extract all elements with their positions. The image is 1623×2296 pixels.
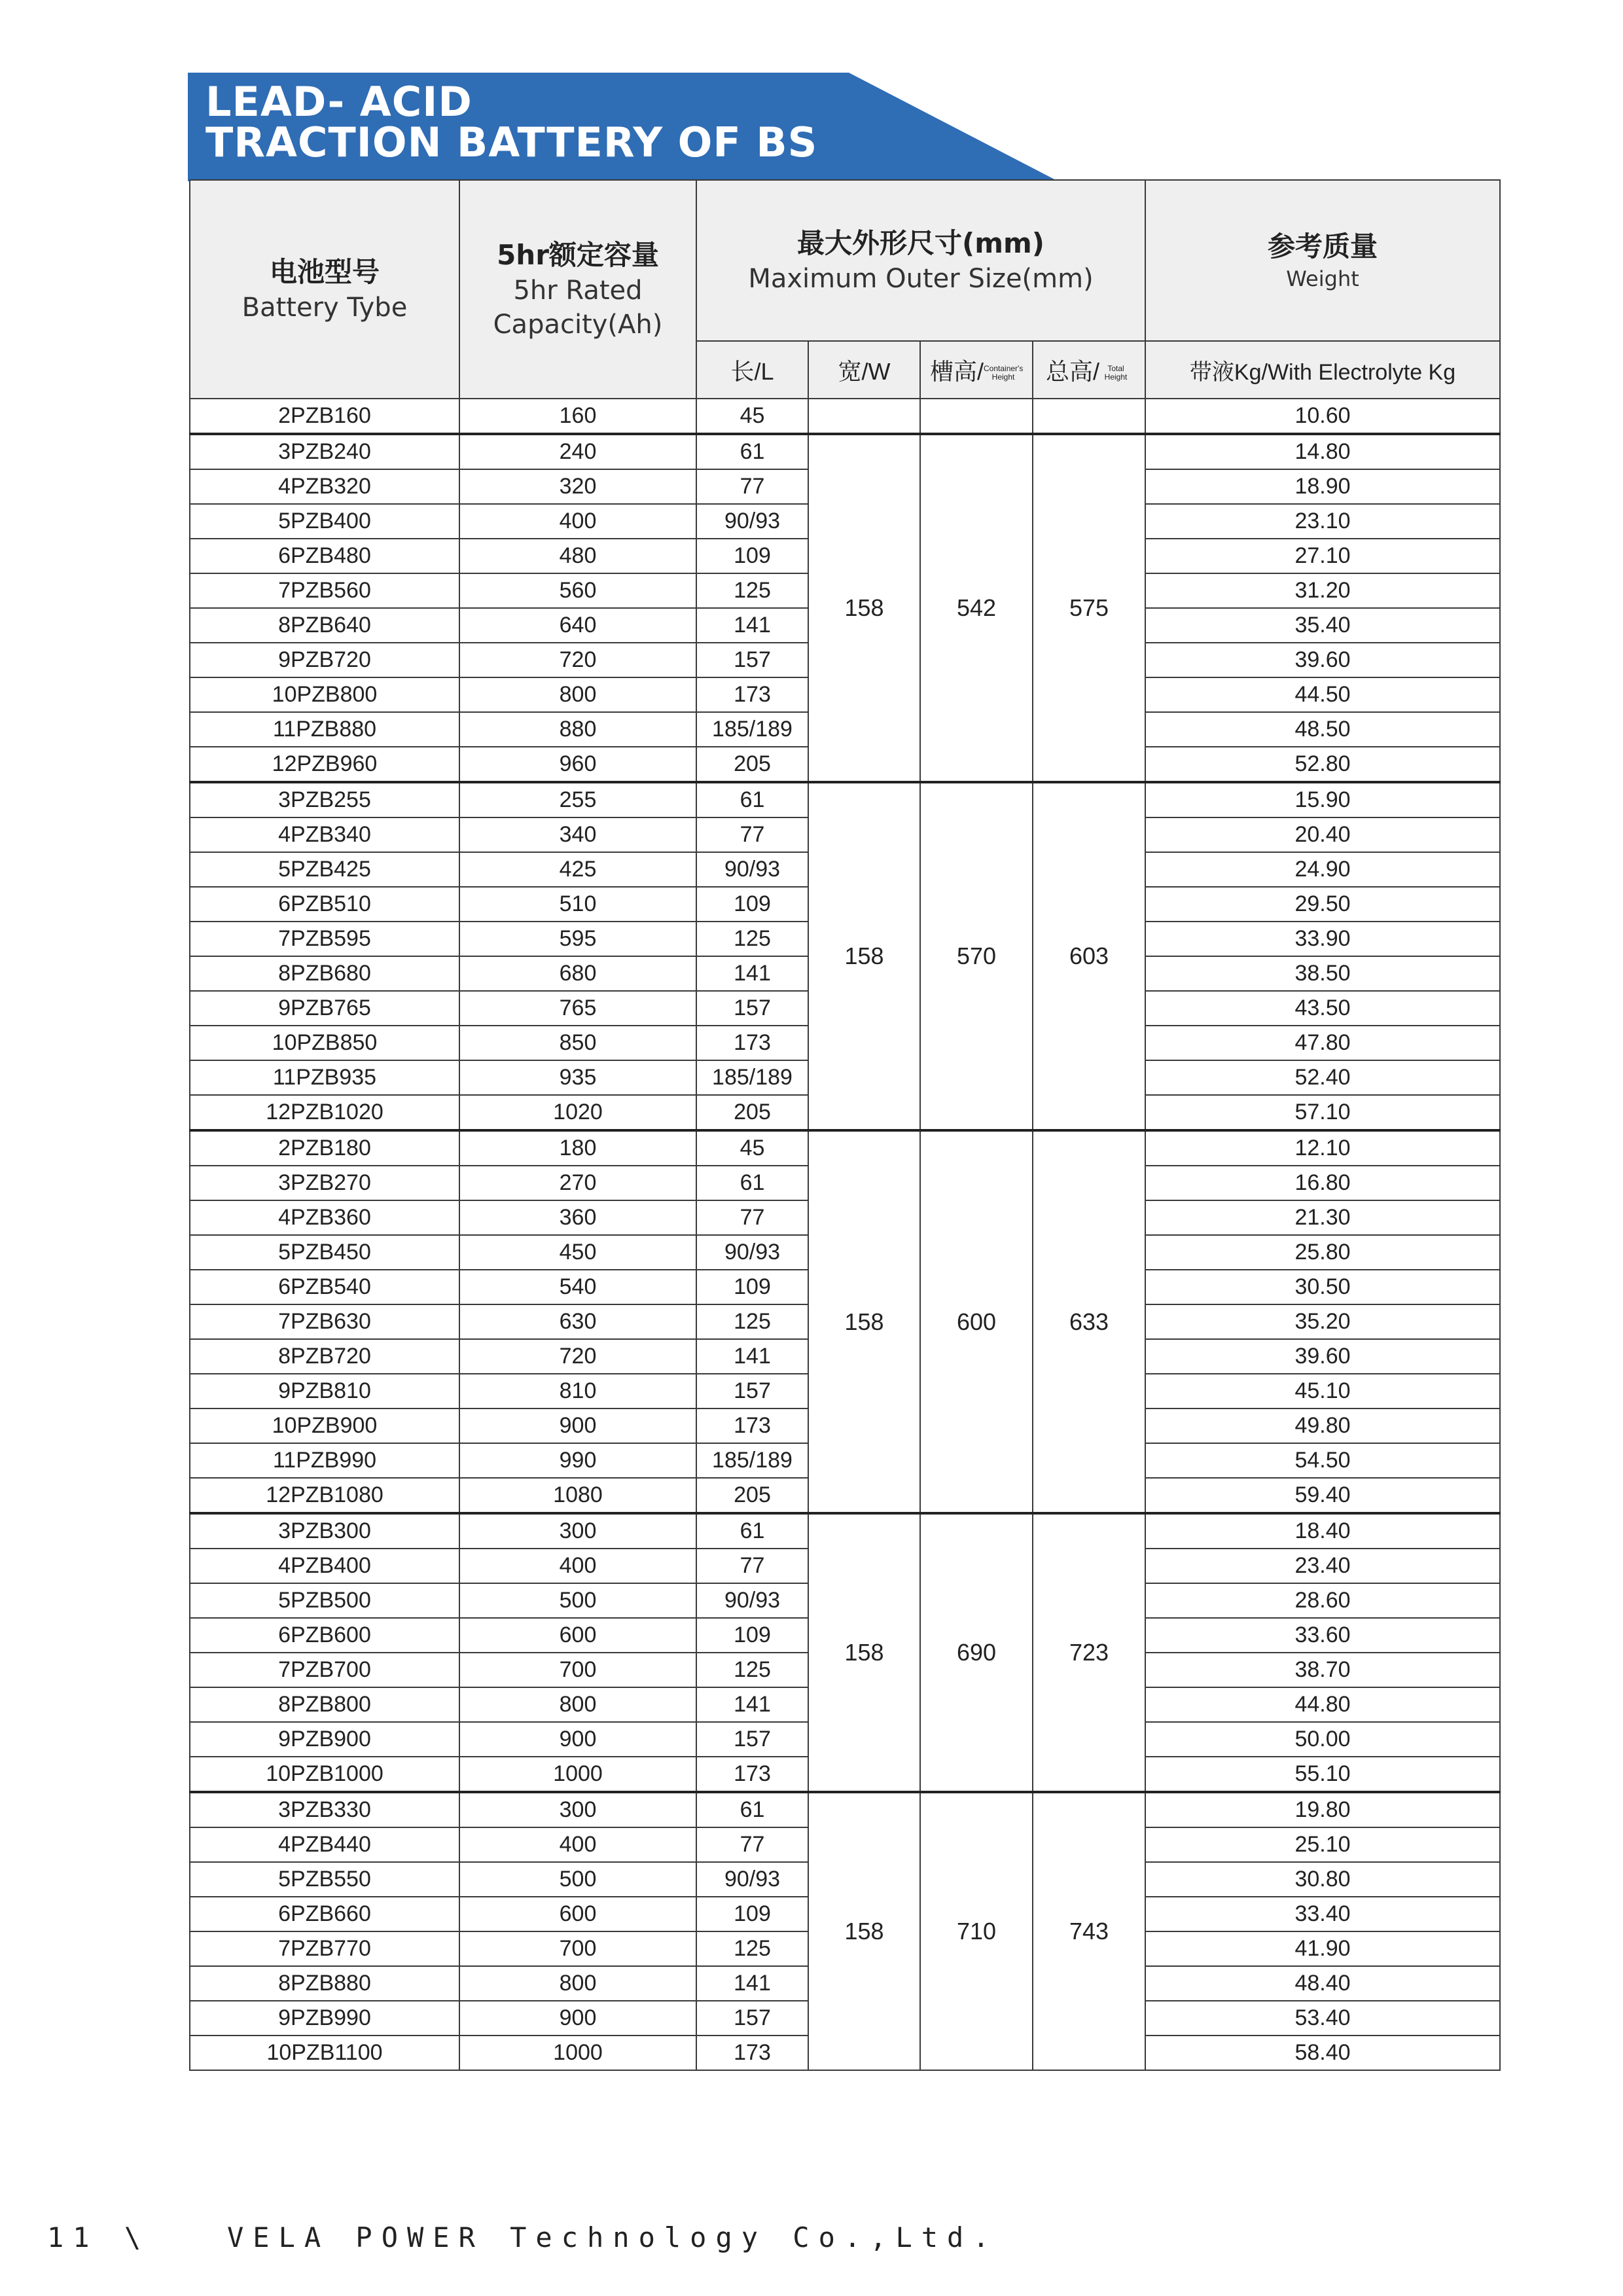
cell-width: 158 xyxy=(808,1513,920,1792)
header-capacity xyxy=(459,180,696,399)
cell-model: 4PZB440 xyxy=(190,1827,459,1862)
cell-width xyxy=(808,399,920,434)
table-row xyxy=(190,1130,1500,1166)
cell-capacity: 595 xyxy=(459,922,696,956)
cell-length: 173 xyxy=(696,1408,808,1443)
cell-model: 8PZB680 xyxy=(190,956,459,991)
cell-weight: 33.90 xyxy=(1145,922,1500,956)
cell-weight: 59.40 xyxy=(1145,1478,1500,1513)
cell-model: 12PZB1080 xyxy=(190,1478,459,1513)
cell-length: 109 xyxy=(696,887,808,922)
cell-length: 157 xyxy=(696,643,808,677)
cell-width: 158 xyxy=(808,782,920,1130)
cell-length: 61 xyxy=(696,434,808,469)
cell-weight: 19.80 xyxy=(1145,1792,1500,1827)
cell-length: 61 xyxy=(696,1513,808,1549)
cell-length: 157 xyxy=(696,1722,808,1757)
cell-length: 141 xyxy=(696,1687,808,1722)
cell-weight: 41.90 xyxy=(1145,1931,1500,1966)
cell-model: 3PZB300 xyxy=(190,1513,459,1549)
cell-capacity: 800 xyxy=(459,1966,696,2001)
cell-model: 3PZB270 xyxy=(190,1166,459,1200)
cell-container-height: 570 xyxy=(920,782,1033,1130)
cell-weight: 30.80 xyxy=(1145,1862,1500,1897)
cell-model: 3PZB240 xyxy=(190,434,459,469)
cell-model: 12PZB1020 xyxy=(190,1095,459,1130)
cell-capacity: 990 xyxy=(459,1443,696,1478)
cell-model: 9PZB990 xyxy=(190,2001,459,2036)
cell-weight: 55.10 xyxy=(1145,1757,1500,1792)
header-container-height-en: Container's Height xyxy=(984,363,1024,382)
cell-capacity: 720 xyxy=(459,643,696,677)
cell-weight: 24.90 xyxy=(1145,852,1500,887)
cell-model: 3PZB255 xyxy=(190,782,459,817)
cell-length: 185/189 xyxy=(696,1443,808,1478)
cell-model: 8PZB720 xyxy=(190,1339,459,1374)
cell-length: 90/93 xyxy=(696,1235,808,1270)
cell-model: 7PZB595 xyxy=(190,922,459,956)
cell-weight: 10.60 xyxy=(1145,399,1500,434)
cell-weight: 28.60 xyxy=(1145,1583,1500,1618)
cell-container-height: 542 xyxy=(920,434,1033,782)
cell-weight: 39.60 xyxy=(1145,643,1500,677)
cell-length: 90/93 xyxy=(696,504,808,539)
cell-length: 109 xyxy=(696,1618,808,1653)
cell-width: 158 xyxy=(808,1130,920,1513)
cell-weight: 39.60 xyxy=(1145,1339,1500,1374)
cell-weight: 15.90 xyxy=(1145,782,1500,817)
header-container-height-cn: 槽高/ xyxy=(929,357,984,385)
cell-total-height: 603 xyxy=(1033,782,1145,1130)
cell-capacity: 340 xyxy=(459,817,696,852)
cell-capacity: 720 xyxy=(459,1339,696,1374)
cell-weight: 58.40 xyxy=(1145,2036,1500,2070)
cell-model: 11PZB935 xyxy=(190,1060,459,1095)
cell-weight: 33.40 xyxy=(1145,1897,1500,1931)
header-capacity-cn: 5hr额定容量 xyxy=(497,238,659,271)
cell-model: 6PZB510 xyxy=(190,887,459,922)
cell-capacity: 800 xyxy=(459,1687,696,1722)
table-row xyxy=(190,399,1500,434)
cell-capacity: 960 xyxy=(459,747,696,782)
cell-capacity: 400 xyxy=(459,1827,696,1862)
header-weight-electrolyte: 带液Kg/With Electrolyte Kg xyxy=(1145,341,1500,399)
cell-weight: 52.40 xyxy=(1145,1060,1500,1095)
cell-weight: 35.40 xyxy=(1145,608,1500,643)
cell-capacity: 880 xyxy=(459,712,696,747)
cell-model: 4PZB320 xyxy=(190,469,459,504)
cell-length: 205 xyxy=(696,1095,808,1130)
cell-length: 61 xyxy=(696,1792,808,1827)
cell-length: 141 xyxy=(696,1339,808,1374)
cell-model: 9PZB765 xyxy=(190,991,459,1026)
cell-weight: 53.40 xyxy=(1145,2001,1500,2036)
cell-model: 4PZB400 xyxy=(190,1549,459,1583)
header-capacity-en: 5hr Rated Capacity(Ah) xyxy=(493,276,663,340)
cell-capacity: 680 xyxy=(459,956,696,991)
cell-weight: 48.50 xyxy=(1145,712,1500,747)
cell-model: 10PZB1000 xyxy=(190,1757,459,1792)
header-weight xyxy=(1145,180,1500,341)
cell-model: 10PZB850 xyxy=(190,1026,459,1060)
cell-length: 125 xyxy=(696,1931,808,1966)
cell-capacity: 300 xyxy=(459,1513,696,1549)
cell-total-height: 575 xyxy=(1033,434,1145,782)
header-outer-size-cn: 最大外形尺寸(mm) xyxy=(797,226,1044,259)
cell-weight: 45.10 xyxy=(1145,1374,1500,1408)
cell-width: 158 xyxy=(808,434,920,782)
cell-length: 77 xyxy=(696,469,808,504)
cell-weight: 38.50 xyxy=(1145,956,1500,991)
cell-length: 77 xyxy=(696,1549,808,1583)
cell-total-height xyxy=(1033,399,1145,434)
cell-length: 125 xyxy=(696,922,808,956)
cell-length: 141 xyxy=(696,608,808,643)
table-row xyxy=(190,1513,1500,1549)
cell-capacity: 900 xyxy=(459,1408,696,1443)
cell-capacity: 1000 xyxy=(459,1757,696,1792)
cell-model: 7PZB560 xyxy=(190,573,459,608)
cell-capacity: 500 xyxy=(459,1583,696,1618)
cell-model: 5PZB400 xyxy=(190,504,459,539)
cell-length: 45 xyxy=(696,1130,808,1166)
table-row xyxy=(190,782,1500,817)
cell-model: 9PZB720 xyxy=(190,643,459,677)
cell-model: 10PZB900 xyxy=(190,1408,459,1443)
cell-weight: 18.90 xyxy=(1145,469,1500,504)
cell-capacity: 480 xyxy=(459,539,696,573)
cell-model: 4PZB360 xyxy=(190,1200,459,1235)
cell-model: 7PZB630 xyxy=(190,1304,459,1339)
cell-capacity: 500 xyxy=(459,1862,696,1897)
cell-weight: 31.20 xyxy=(1145,573,1500,608)
cell-capacity: 640 xyxy=(459,608,696,643)
cell-length: 141 xyxy=(696,956,808,991)
cell-length: 173 xyxy=(696,2036,808,2070)
cell-model: 2PZB180 xyxy=(190,1130,459,1166)
cell-length: 173 xyxy=(696,1757,808,1792)
cell-weight: 20.40 xyxy=(1145,817,1500,852)
cell-capacity: 400 xyxy=(459,1549,696,1583)
cell-weight: 38.70 xyxy=(1145,1653,1500,1687)
cell-model: 4PZB340 xyxy=(190,817,459,852)
cell-capacity: 630 xyxy=(459,1304,696,1339)
cell-length: 90/93 xyxy=(696,1583,808,1618)
cell-length: 185/189 xyxy=(696,1060,808,1095)
cell-length: 157 xyxy=(696,2001,808,2036)
cell-weight: 16.80 xyxy=(1145,1166,1500,1200)
cell-model: 2PZB160 xyxy=(190,399,459,434)
header-battery-type-cn: 电池型号 xyxy=(269,255,380,288)
cell-weight: 44.50 xyxy=(1145,677,1500,712)
header-weight-cn: 参考质量 xyxy=(1268,230,1378,262)
cell-capacity: 560 xyxy=(459,573,696,608)
cell-model: 9PZB810 xyxy=(190,1374,459,1408)
header-total-height-en: Total Height xyxy=(1104,363,1128,382)
cell-model: 11PZB990 xyxy=(190,1443,459,1478)
cell-container-height xyxy=(920,399,1033,434)
cell-model: 5PZB500 xyxy=(190,1583,459,1618)
banner-title-line1: LEAD- ACID xyxy=(205,78,473,126)
header-container-height xyxy=(920,341,1033,399)
cell-model: 5PZB550 xyxy=(190,1862,459,1897)
cell-weight: 50.00 xyxy=(1145,1722,1500,1757)
header-outer-size xyxy=(696,180,1145,341)
cell-length: 141 xyxy=(696,1966,808,2001)
cell-weight: 25.80 xyxy=(1145,1235,1500,1270)
cell-capacity: 700 xyxy=(459,1931,696,1966)
cell-weight: 33.60 xyxy=(1145,1618,1500,1653)
page-footer: 11 \ VELA POWER Technology Co.,Ltd. xyxy=(47,2221,999,2253)
cell-capacity: 1000 xyxy=(459,2036,696,2070)
header-battery-type xyxy=(190,180,459,399)
cell-width: 158 xyxy=(808,1792,920,2070)
header-total-height-cn: 总高/ xyxy=(1046,357,1100,385)
cell-capacity: 425 xyxy=(459,852,696,887)
cell-weight: 29.50 xyxy=(1145,887,1500,922)
cell-total-height: 633 xyxy=(1033,1130,1145,1513)
cell-weight: 12.10 xyxy=(1145,1130,1500,1166)
cell-weight: 18.40 xyxy=(1145,1513,1500,1549)
cell-length: 109 xyxy=(696,539,808,573)
banner-title-line2: TRACTION BATTERY OF BS xyxy=(205,118,818,166)
cell-length: 61 xyxy=(696,782,808,817)
cell-length: 185/189 xyxy=(696,712,808,747)
cell-model: 7PZB770 xyxy=(190,1931,459,1966)
cell-capacity: 240 xyxy=(459,434,696,469)
battery-spec-table xyxy=(189,179,1501,2071)
cell-length: 173 xyxy=(696,677,808,712)
cell-total-height: 743 xyxy=(1033,1792,1145,2070)
cell-model: 10PZB1100 xyxy=(190,2036,459,2070)
cell-capacity: 810 xyxy=(459,1374,696,1408)
cell-model: 8PZB640 xyxy=(190,608,459,643)
cell-model: 5PZB425 xyxy=(190,852,459,887)
cell-model: 9PZB900 xyxy=(190,1722,459,1757)
cell-capacity: 800 xyxy=(459,677,696,712)
cell-weight: 21.30 xyxy=(1145,1200,1500,1235)
cell-model: 12PZB960 xyxy=(190,747,459,782)
header-battery-type-en: Battery Tybe xyxy=(241,293,408,323)
cell-length: 77 xyxy=(696,1827,808,1862)
cell-capacity: 765 xyxy=(459,991,696,1026)
cell-container-height: 710 xyxy=(920,1792,1033,2070)
cell-capacity: 540 xyxy=(459,1270,696,1304)
cell-length: 173 xyxy=(696,1026,808,1060)
cell-length: 157 xyxy=(696,991,808,1026)
cell-total-height: 723 xyxy=(1033,1513,1145,1792)
cell-weight: 14.80 xyxy=(1145,434,1500,469)
cell-weight: 27.10 xyxy=(1145,539,1500,573)
cell-capacity: 320 xyxy=(459,469,696,504)
cell-model: 11PZB880 xyxy=(190,712,459,747)
cell-weight: 35.20 xyxy=(1145,1304,1500,1339)
spec-table-body xyxy=(190,399,1500,2070)
cell-capacity: 900 xyxy=(459,2001,696,2036)
header-length: 长/L xyxy=(696,341,808,399)
cell-capacity: 600 xyxy=(459,1618,696,1653)
cell-weight: 57.10 xyxy=(1145,1095,1500,1130)
table-row xyxy=(190,434,1500,469)
cell-capacity: 510 xyxy=(459,887,696,922)
cell-capacity: 400 xyxy=(459,504,696,539)
cell-capacity: 1020 xyxy=(459,1095,696,1130)
cell-length: 109 xyxy=(696,1270,808,1304)
cell-capacity: 850 xyxy=(459,1026,696,1060)
cell-capacity: 270 xyxy=(459,1166,696,1200)
cell-capacity: 1080 xyxy=(459,1478,696,1513)
cell-weight: 30.50 xyxy=(1145,1270,1500,1304)
cell-weight: 48.40 xyxy=(1145,1966,1500,2001)
header-weight-en: Weight xyxy=(1286,266,1359,291)
cell-length: 205 xyxy=(696,747,808,782)
cell-length: 125 xyxy=(696,1653,808,1687)
header-total-height xyxy=(1033,341,1145,399)
cell-capacity: 255 xyxy=(459,782,696,817)
cell-model: 8PZB800 xyxy=(190,1687,459,1722)
table-row xyxy=(190,1792,1500,1827)
cell-weight: 23.10 xyxy=(1145,504,1500,539)
cell-capacity: 900 xyxy=(459,1722,696,1757)
cell-length: 205 xyxy=(696,1478,808,1513)
cell-capacity: 600 xyxy=(459,1897,696,1931)
cell-weight: 43.50 xyxy=(1145,991,1500,1026)
cell-model: 5PZB450 xyxy=(190,1235,459,1270)
cell-length: 90/93 xyxy=(696,1862,808,1897)
cell-container-height: 690 xyxy=(920,1513,1033,1792)
cell-container-height: 600 xyxy=(920,1130,1033,1513)
header-width: 宽/W xyxy=(808,341,920,399)
cell-model: 10PZB800 xyxy=(190,677,459,712)
cell-length: 125 xyxy=(696,1304,808,1339)
cell-weight: 23.40 xyxy=(1145,1549,1500,1583)
title-banner xyxy=(188,73,1058,181)
header-outer-size-en: Maximum Outer Size(mm) xyxy=(748,264,1094,295)
cell-capacity: 180 xyxy=(459,1130,696,1166)
cell-length: 77 xyxy=(696,817,808,852)
cell-length: 61 xyxy=(696,1166,808,1200)
cell-length: 90/93 xyxy=(696,852,808,887)
cell-length: 45 xyxy=(696,399,808,434)
cell-weight: 54.50 xyxy=(1145,1443,1500,1478)
cell-capacity: 450 xyxy=(459,1235,696,1270)
cell-weight: 49.80 xyxy=(1145,1408,1500,1443)
cell-weight: 25.10 xyxy=(1145,1827,1500,1862)
cell-capacity: 935 xyxy=(459,1060,696,1095)
cell-length: 77 xyxy=(696,1200,808,1235)
cell-weight: 52.80 xyxy=(1145,747,1500,782)
cell-model: 6PZB600 xyxy=(190,1618,459,1653)
cell-length: 109 xyxy=(696,1897,808,1931)
cell-model: 8PZB880 xyxy=(190,1966,459,2001)
cell-model: 6PZB540 xyxy=(190,1270,459,1304)
cell-length: 157 xyxy=(696,1374,808,1408)
cell-capacity: 300 xyxy=(459,1792,696,1827)
cell-capacity: 700 xyxy=(459,1653,696,1687)
cell-weight: 47.80 xyxy=(1145,1026,1500,1060)
cell-model: 3PZB330 xyxy=(190,1792,459,1827)
cell-model: 6PZB660 xyxy=(190,1897,459,1931)
cell-weight: 44.80 xyxy=(1145,1687,1500,1722)
cell-length: 125 xyxy=(696,573,808,608)
cell-model: 6PZB480 xyxy=(190,539,459,573)
cell-capacity: 160 xyxy=(459,399,696,434)
cell-model: 7PZB700 xyxy=(190,1653,459,1687)
cell-capacity: 360 xyxy=(459,1200,696,1235)
